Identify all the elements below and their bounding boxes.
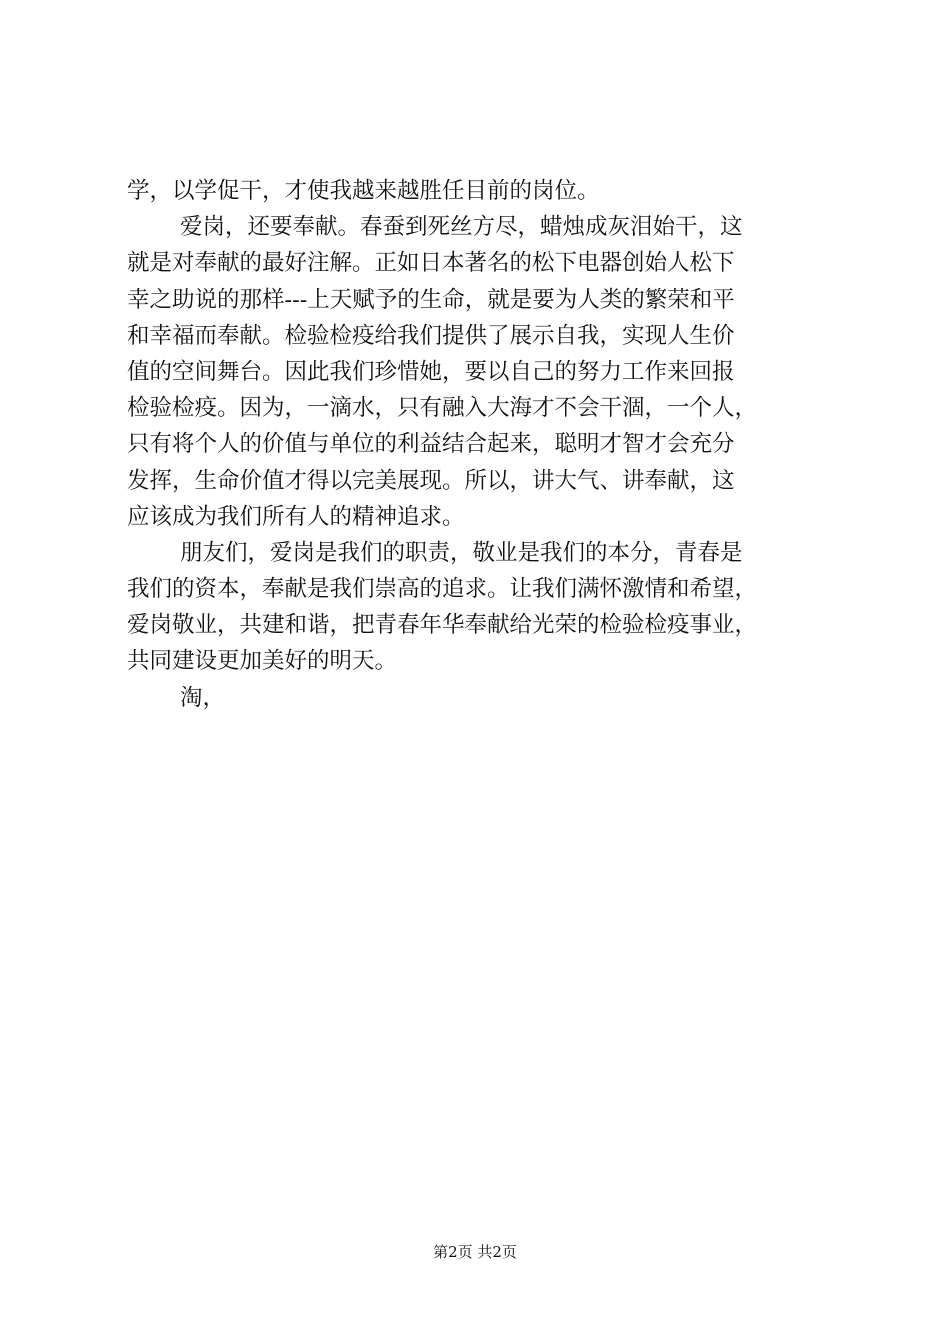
text-line: 幸之助说的那样---上天赋予的生命，就是要为人类的繁荣和平 xyxy=(127,286,735,313)
text-line: 只有将个人的价值与单位的利益结合起来，聪明才智才会充分 xyxy=(127,431,735,458)
text-line: 朋友们，爱岗是我们的职责，敬业是我们的本分，青春是 xyxy=(180,539,743,566)
text-line: 值的空间舞台。因此我们珍惜她，要以自己的努力工作来回报 xyxy=(127,358,735,385)
text-line: 应该成为我们所有人的精神追求。 xyxy=(127,503,465,530)
page-number-footer: 第2页 共2页 xyxy=(433,1243,517,1261)
text-line: 就是对奉献的最好注解。正如日本著名的松下电器创始人松下 xyxy=(127,250,735,277)
text-line: 检验检疫。因为，一滴水，只有融入大海才不会干涸，一个人， xyxy=(127,395,758,422)
text-line: 淘， xyxy=(180,684,226,711)
text-line: 发挥，生命价值才得以完美展现。所以，讲大气、讲奉献，这 xyxy=(127,467,735,494)
text-line: 爱岗敬业，共建和谐，把青春年华奉献给光荣的检验检疫事业， xyxy=(127,612,758,639)
text-line: 学，以学促干，才使我越来越胜任目前的岗位。 xyxy=(127,178,600,204)
text-line: 共同建设更加美好的明天。 xyxy=(127,648,398,675)
text-line: 和幸福而奉献。检验检疫给我们提供了展示自我，实现人生价 xyxy=(127,322,735,349)
text-line: 我们的资本，奉献是我们崇高的追求。让我们满怀激情和希望， xyxy=(127,576,758,603)
body-text xyxy=(127,173,842,716)
text-line: 爱岗，还要奉献。春蚕到死丝方尽，蜡烛成灰泪始干，这 xyxy=(180,214,743,241)
